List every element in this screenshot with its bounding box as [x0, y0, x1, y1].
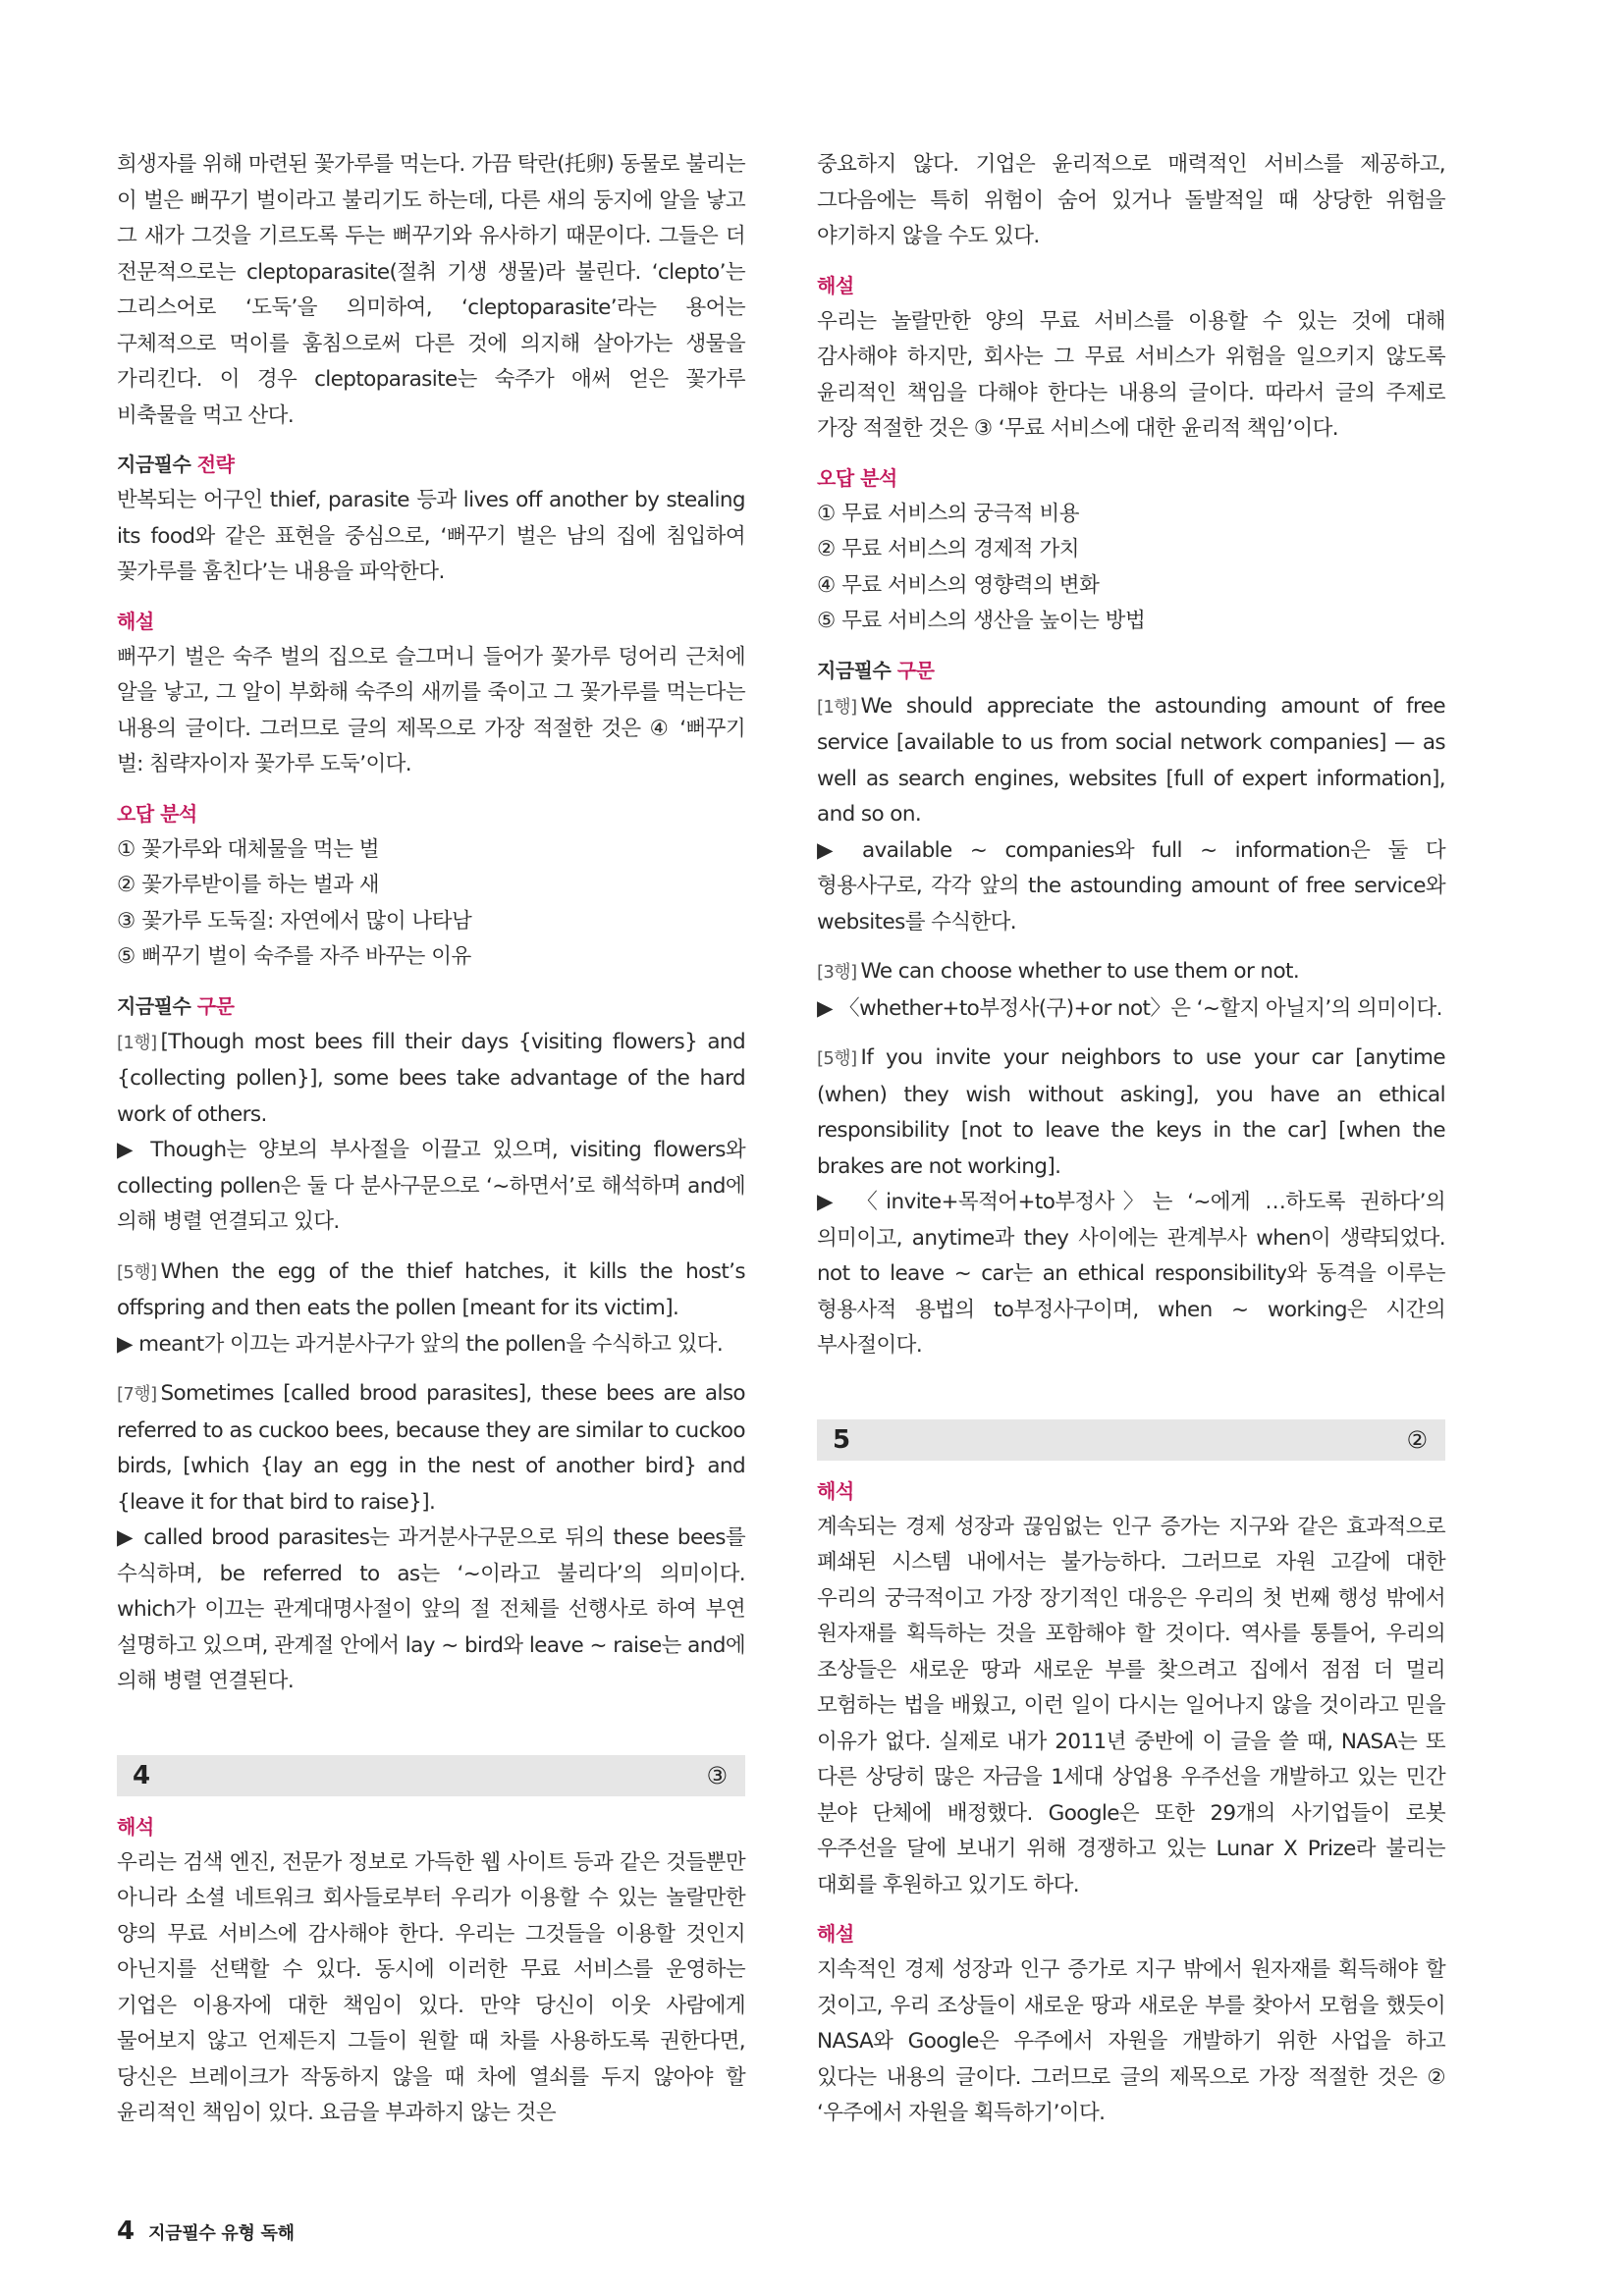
sentence-text: We can choose whether to use them or not.	[860, 959, 1300, 984]
line-ref: [3행]	[817, 962, 857, 983]
q4-translation-heading: 해석	[117, 1814, 154, 1839]
sentence-text: If you invite your neighbors to use your car [anytime (when) they wish without asking], you have an ethical responsibility [not to leave the keys in the car] [when the brakes are not working].	[817, 1045, 1445, 1179]
left-intro-paragraph: 희생자를 위해 마련된 꽃가루를 먹는다. 가끔 탁란(托卵) 동물로 불리는 이 벌은 뻐꾸기 벌이라고 불리기도 하는데, 다른 새의 둥지에 알을 낳고 그 새가 그것을 기르도록 두는 뻐꾸기와 유사하기 때문이다. 그들은 더 전문적으로는 cleptoparasite(절취 기생 생물)라 불린다. ‘clepto’는 그리스어로 ‘도둑’을 의미하여, ‘cleptoparasite’라는 용어는 구체적으로 먹이를 훔침으로써 다른 것에 의지해 살아가는 생물을 가리킨다. 이 경우 cleptoparasite는 숙주가 애써 얻은 꽃가루 비축물을 먹고 산다.	[117, 152, 745, 428]
line-ref: [5행]	[817, 1048, 857, 1069]
answer-mark: ②	[1406, 1425, 1428, 1454]
left-syntax-sentence-2	[117, 1255, 745, 1327]
right-syntax-note-1: ▶ available ~ companies와 full ~ information은 둘 다 형용사구로, 각각 앞의 the astounding amount of free service와 websites를 수식한다.	[817, 837, 1445, 934]
right-column	[817, 147, 1445, 2132]
right-explain-heading: 해설	[817, 273, 854, 297]
answer-mark: ③	[706, 1761, 728, 1789]
page-number: 4	[117, 2216, 135, 2246]
question-5-bar	[817, 1419, 1445, 1461]
left-syntax-note-3: ▶ called brood parasites는 과거분사구문으로 뒤의 these bees를 수식하며, be referred to as는 ‘~이라고 불리다’의 의미이다. which가 이끄는 관계대명사절이 앞의 절 전체를 선행사로 하여 부연 설명하고 있으며, 관계절 안에서 lay ~ bird와 leave ~ raise는 and에 의해 병렬 연결된다.	[117, 1525, 745, 1693]
left-strategy-text: 반복되는 어구인 thief, parasite 등과 lives off another by stealing its food와 같은 표현을 중심으로, ‘뻐꾸기 벌은 남의 집에 침입하여 꽃가루를 훔친다’는 내용을 파악한다.	[117, 488, 745, 584]
question-4-bar	[117, 1755, 745, 1796]
left-wrong-item: ① 꽃가루와 대체물을 먹는 벌	[117, 836, 380, 862]
line-ref: [1행]	[817, 696, 857, 718]
left-syntax-note-2: ▶ meant가 이끄는 과거분사구가 앞의 the pollen을 수식하고 있다.	[117, 1331, 724, 1357]
left-syntax-sentence-3	[117, 1376, 745, 1521]
q5-translation-heading: 해석	[817, 1478, 854, 1503]
line-ref: [1행]	[117, 1032, 157, 1053]
right-wrong-item: ④ 무료 서비스의 영향력의 변화	[817, 572, 1100, 598]
q5-explain-heading: 해설	[817, 1922, 854, 1946]
sentence-text: We should appreciate the astounding amount of free service [available to us from social network companies] — as well as search engines, websites [full of expert information], and so on.	[817, 693, 1445, 827]
left-wrong-item: ② 꽃가루받이를 하는 벌과 새	[117, 873, 380, 897]
line-ref: [5행]	[117, 1261, 157, 1283]
right-syntax-note-2: ▶ 〈whether+to부정사(구)+or not〉은 ‘~할지 아닐지’의 의미이다.	[817, 995, 1442, 1021]
page-footer	[117, 2216, 295, 2246]
right-syntax-heading	[817, 656, 1445, 685]
right-syntax-note-3: ▶ 〈invite+목적어+to부정사〉는 ‘~에게 …하도록 권하다’의 의미이고, anytime과 they 사이에는 관계부사 when이 생략되었다. not to leave ~ car는 an ethical responsibility와 동격을 이루는 형용사적 용법의 to부정사구이며, when ~ working은 시간의 부사절이다.	[817, 1190, 1445, 1358]
q5-translation-text: 계속되는 경제 성장과 끊임없는 인구 증가는 지구와 같은 효과적으로 폐쇄된 시스템 내에서는 불가능하다. 그러므로 자원 고갈에 대한 우리의 궁극적이고 가장 장기적인 대응은 우리의 첫 번째 행성 밖에서 원자재를 획득하는 것을 포함해야 할 것이다. 역사를 통틀어, 우리의 조상들은 새로운 땅과 새로운 부를 찾으려고 집에서 점점 더 멀리 모험하는 법을 배웠고, 이런 일이 다시는 일어나지 않을 것이라고 믿을 이유가 없다. 실제로 내가 2011년 중반에 이 글을 쓸 때, NASA는 또 다른 상당히 많은 자금을 1세대 상업용 우주선을 개발하고 있는 민간 분야 단체에 배정했다. Google은 또한 29개의 사기업들이 로봇 우주선을 달에 보내기 위해 경쟁하고 있는 Lunar X Prize라 불리는 대회를 후원하고 있기도 하다.	[817, 1514, 1445, 1897]
strategy-heading-label: 전략	[196, 453, 235, 476]
right-wrong-heading: 오답 분석	[817, 465, 897, 490]
question-number: 5	[833, 1424, 851, 1455]
book-title: 지금필수 유형 독해	[148, 2223, 295, 2244]
right-syntax-sentence-2	[817, 954, 1445, 991]
left-syntax-note-1: ▶ Though는 양보의 부사절을 이끌고 있으며, visiting flowers와 collecting pollen은 둘 다 분사구문으로 ‘~하면서’로 해석하며 and에 의해 병렬 연결되고 있다.	[117, 1138, 745, 1234]
right-wrong-item: ⑤ 무료 서비스의 생산을 높이는 방법	[817, 609, 1146, 633]
left-wrong-heading: 오답 분석	[117, 801, 197, 826]
syntax-heading-label: 구문	[896, 658, 935, 682]
sentence-text: Sometimes [called brood parasites], these bees are also referred to as cuckoo bees, because they are similar to cuckoo birds, [which {lay an egg in the nest of another bird} and {leave it for that bird to raise}].	[117, 1381, 745, 1515]
right-syntax-sentence-3	[817, 1041, 1445, 1185]
left-wrong-item: ③ 꽃가루 도둑질: 자연에서 많이 나타남	[117, 908, 472, 934]
left-explain-heading: 해설	[117, 609, 154, 633]
sentence-text: [Though most bees fill their days {visiting flowers} and {collecting pollen}], some bees take advantage of the hard work of others.	[117, 1029, 745, 1127]
right-syntax-sentence-1	[817, 689, 1445, 833]
left-column	[117, 147, 745, 2132]
q4-translation-text: 우리는 검색 엔진, 전문가 정보로 가득한 웹 사이트 등과 같은 것들뿐만 아니라 소셜 네트워크 회사들로부터 우리가 이용할 수 있는 놀랄만한 양의 무료 서비스에 감사해야 한다. 우리는 그것들을 이용할 것인지 아닌지를 선택할 수 있다. 동시에 이러한 무료 서비스를 운영하는 기업은 이용자에 대한 책임이 있다. 만약 당신이 이웃 사람에게 물어보지 않고 언제든지 그들이 원할 때 차를 사용하도록 권한다면, 당신은 브레이크가 작동하지 않을 때 차에 열쇠를 두지 않아야 할 윤리적인 책임이 있다. 요금을 부과하지 않는 것은	[117, 1849, 745, 2125]
q5-explain-text: 지속적인 경제 성장과 인구 증가로 지구 밖에서 원자재를 획득해야 할 것이고, 우리 조상들이 새로운 땅과 새로운 부를 찾아서 모험을 했듯이 NASA와 Google은 우주에서 자원을 개발하기 위한 사업을 하고 있다는 내용의 글이다. 그러므로 글의 제목으로 가장 적절한 것은 ② ‘우주에서 자원을 획득하기’이다.	[817, 1957, 1445, 2125]
left-syntax-heading	[117, 991, 745, 1021]
syntax-heading-brand: 지금필수	[817, 658, 892, 682]
right-intro-paragraph: 중요하지 않다. 기업은 윤리적으로 매력적인 서비스를 제공하고, 그다음에는 특히 위험이 숨어 있거나 돌발적일 때 상당한 위험을 야기하지 않을 수도 있다.	[817, 152, 1445, 248]
right-explain-text: 우리는 놀랄만한 양의 무료 서비스를 이용할 수 있는 것에 대해 감사해야 하지만, 회사는 그 무료 서비스가 위험을 일으키지 않도록 윤리적인 책임을 다해야 한다는 내용의 글이다. 따라서 글의 주제로 가장 적절한 것은 ③ ‘무료 서비스에 대한 윤리적 책임’이다.	[817, 308, 1445, 441]
syntax-heading-label: 구문	[196, 993, 235, 1018]
left-wrong-item: ⑤ 뻐꾸기 벌이 숙주를 자주 바꾸는 이유	[117, 944, 471, 969]
right-wrong-item: ② 무료 서비스의 경제적 가치	[817, 537, 1080, 561]
left-strategy-heading	[117, 450, 745, 479]
right-wrong-item: ① 무료 서비스의 궁극적 비용	[817, 501, 1080, 526]
left-explain-text: 뻐꾸기 벌은 숙주 벌의 집으로 슬그머니 들어가 꽃가루 덩어리 근처에 알을 낳고, 그 알이 부화해 숙주의 새끼를 죽이고 그 꽃가루를 먹는다는 내용의 글이다. 그러므로 글의 제목으로 가장 적절한 것은 ④ ‘뻐꾸기 벌: 침략자이자 꽃가루 도둑’이다.	[117, 644, 745, 776]
line-ref: [7행]	[117, 1384, 157, 1405]
question-number: 4	[133, 1760, 151, 1790]
syntax-heading-brand: 지금필수	[117, 993, 191, 1018]
strategy-heading-brand: 지금필수	[117, 453, 191, 476]
left-syntax-sentence-1	[117, 1025, 745, 1134]
sentence-text: When the egg of the thief hatches, it kills the host’s offspring and then eats the pollen [meant for its victim].	[117, 1258, 745, 1320]
